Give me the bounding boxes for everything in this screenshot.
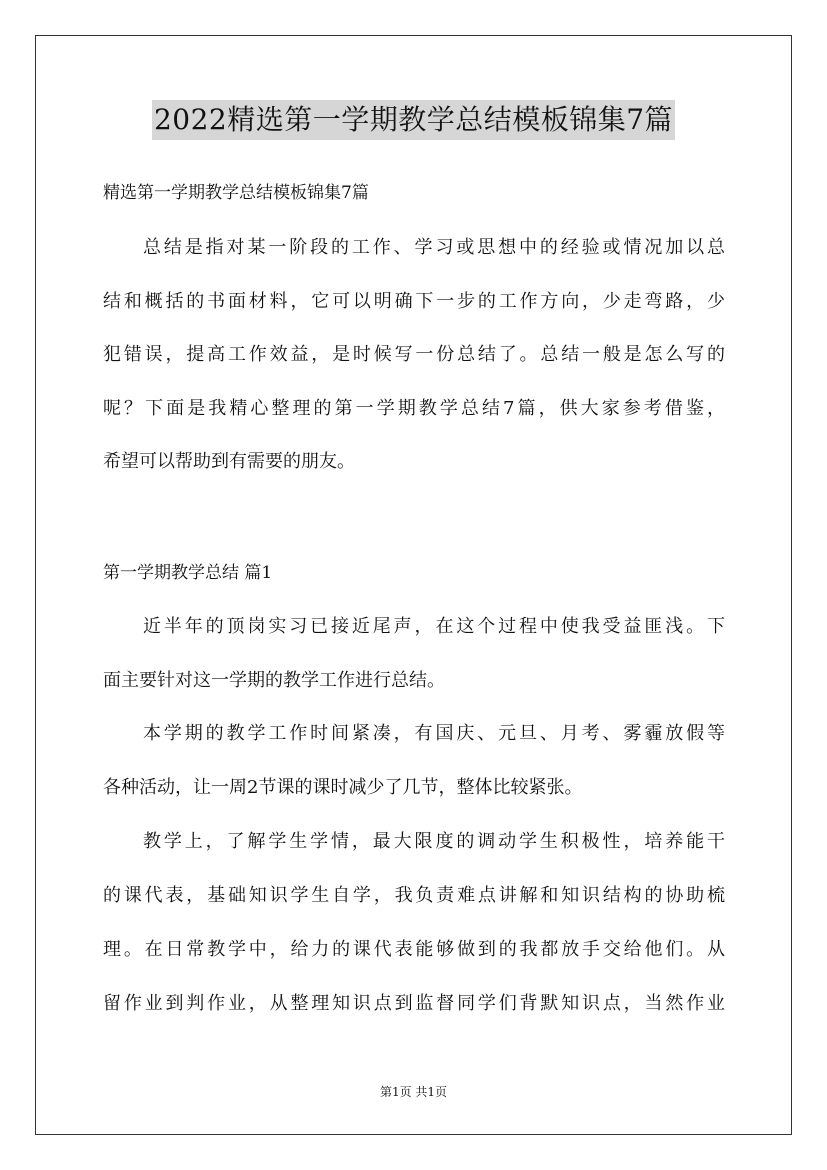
section-1-line-3: 本学期的教学工作时间紧凑，有国庆、元旦、月考、雾霾放假等 bbox=[143, 723, 725, 744]
title-container bbox=[0, 100, 827, 140]
intro-line-1: 总结是指对某一阶段的工作、学习或思想中的经验或情况加以总 bbox=[143, 237, 725, 258]
intro-line-5: 希望可以帮助到有需要的朋友。 bbox=[103, 451, 355, 472]
intro-line-2: 结和概括的书面材料，它可以明确下一步的工作方向，少走弯路，少 bbox=[103, 291, 725, 312]
page-footer: 第1页 共1页 bbox=[379, 1085, 448, 1099]
section-1-line-8: 留作业到判作业，从整理知识点到监督同学们背默知识点，当然作业 bbox=[103, 993, 725, 1014]
section-1-line-5: 教学上，了解学生学情，最大限度的调动学生积极性，培养能干 bbox=[143, 831, 725, 852]
section-1-line-2: 面主要针对这一学期的教学工作进行总结。 bbox=[103, 670, 445, 691]
intro-line-3: 犯错误，提高工作效益，是时候写一份总结了。总结一般是怎么写的 bbox=[103, 344, 725, 365]
intro-line-4: 呢？下面是我精心整理的第一学期教学总结7篇，供大家参考借鉴， bbox=[103, 398, 725, 419]
section-1-line-1: 近半年的顶岗实习已接近尾声，在这个过程中使我受益匪浅。下 bbox=[143, 616, 725, 637]
document-subtitle: 精选第一学期教学总结模板锦集7篇 bbox=[103, 183, 369, 203]
section-1-line-4: 各种活动，让一周2节课的课时减少了几节，整体比较紧张。 bbox=[103, 777, 583, 798]
section-1-heading: 第一学期教学总结 篇1 bbox=[103, 563, 273, 583]
document-title: 2022精选第一学期教学总结模板锦集7篇 bbox=[152, 100, 675, 140]
section-1-line-7: 理。在日常教学中，给力的课代表能够做到的我都放手交给他们。从 bbox=[103, 939, 725, 960]
section-1-line-6: 的课代表，基础知识学生自学，我负责难点讲解和知识结构的协助梳 bbox=[103, 885, 725, 906]
